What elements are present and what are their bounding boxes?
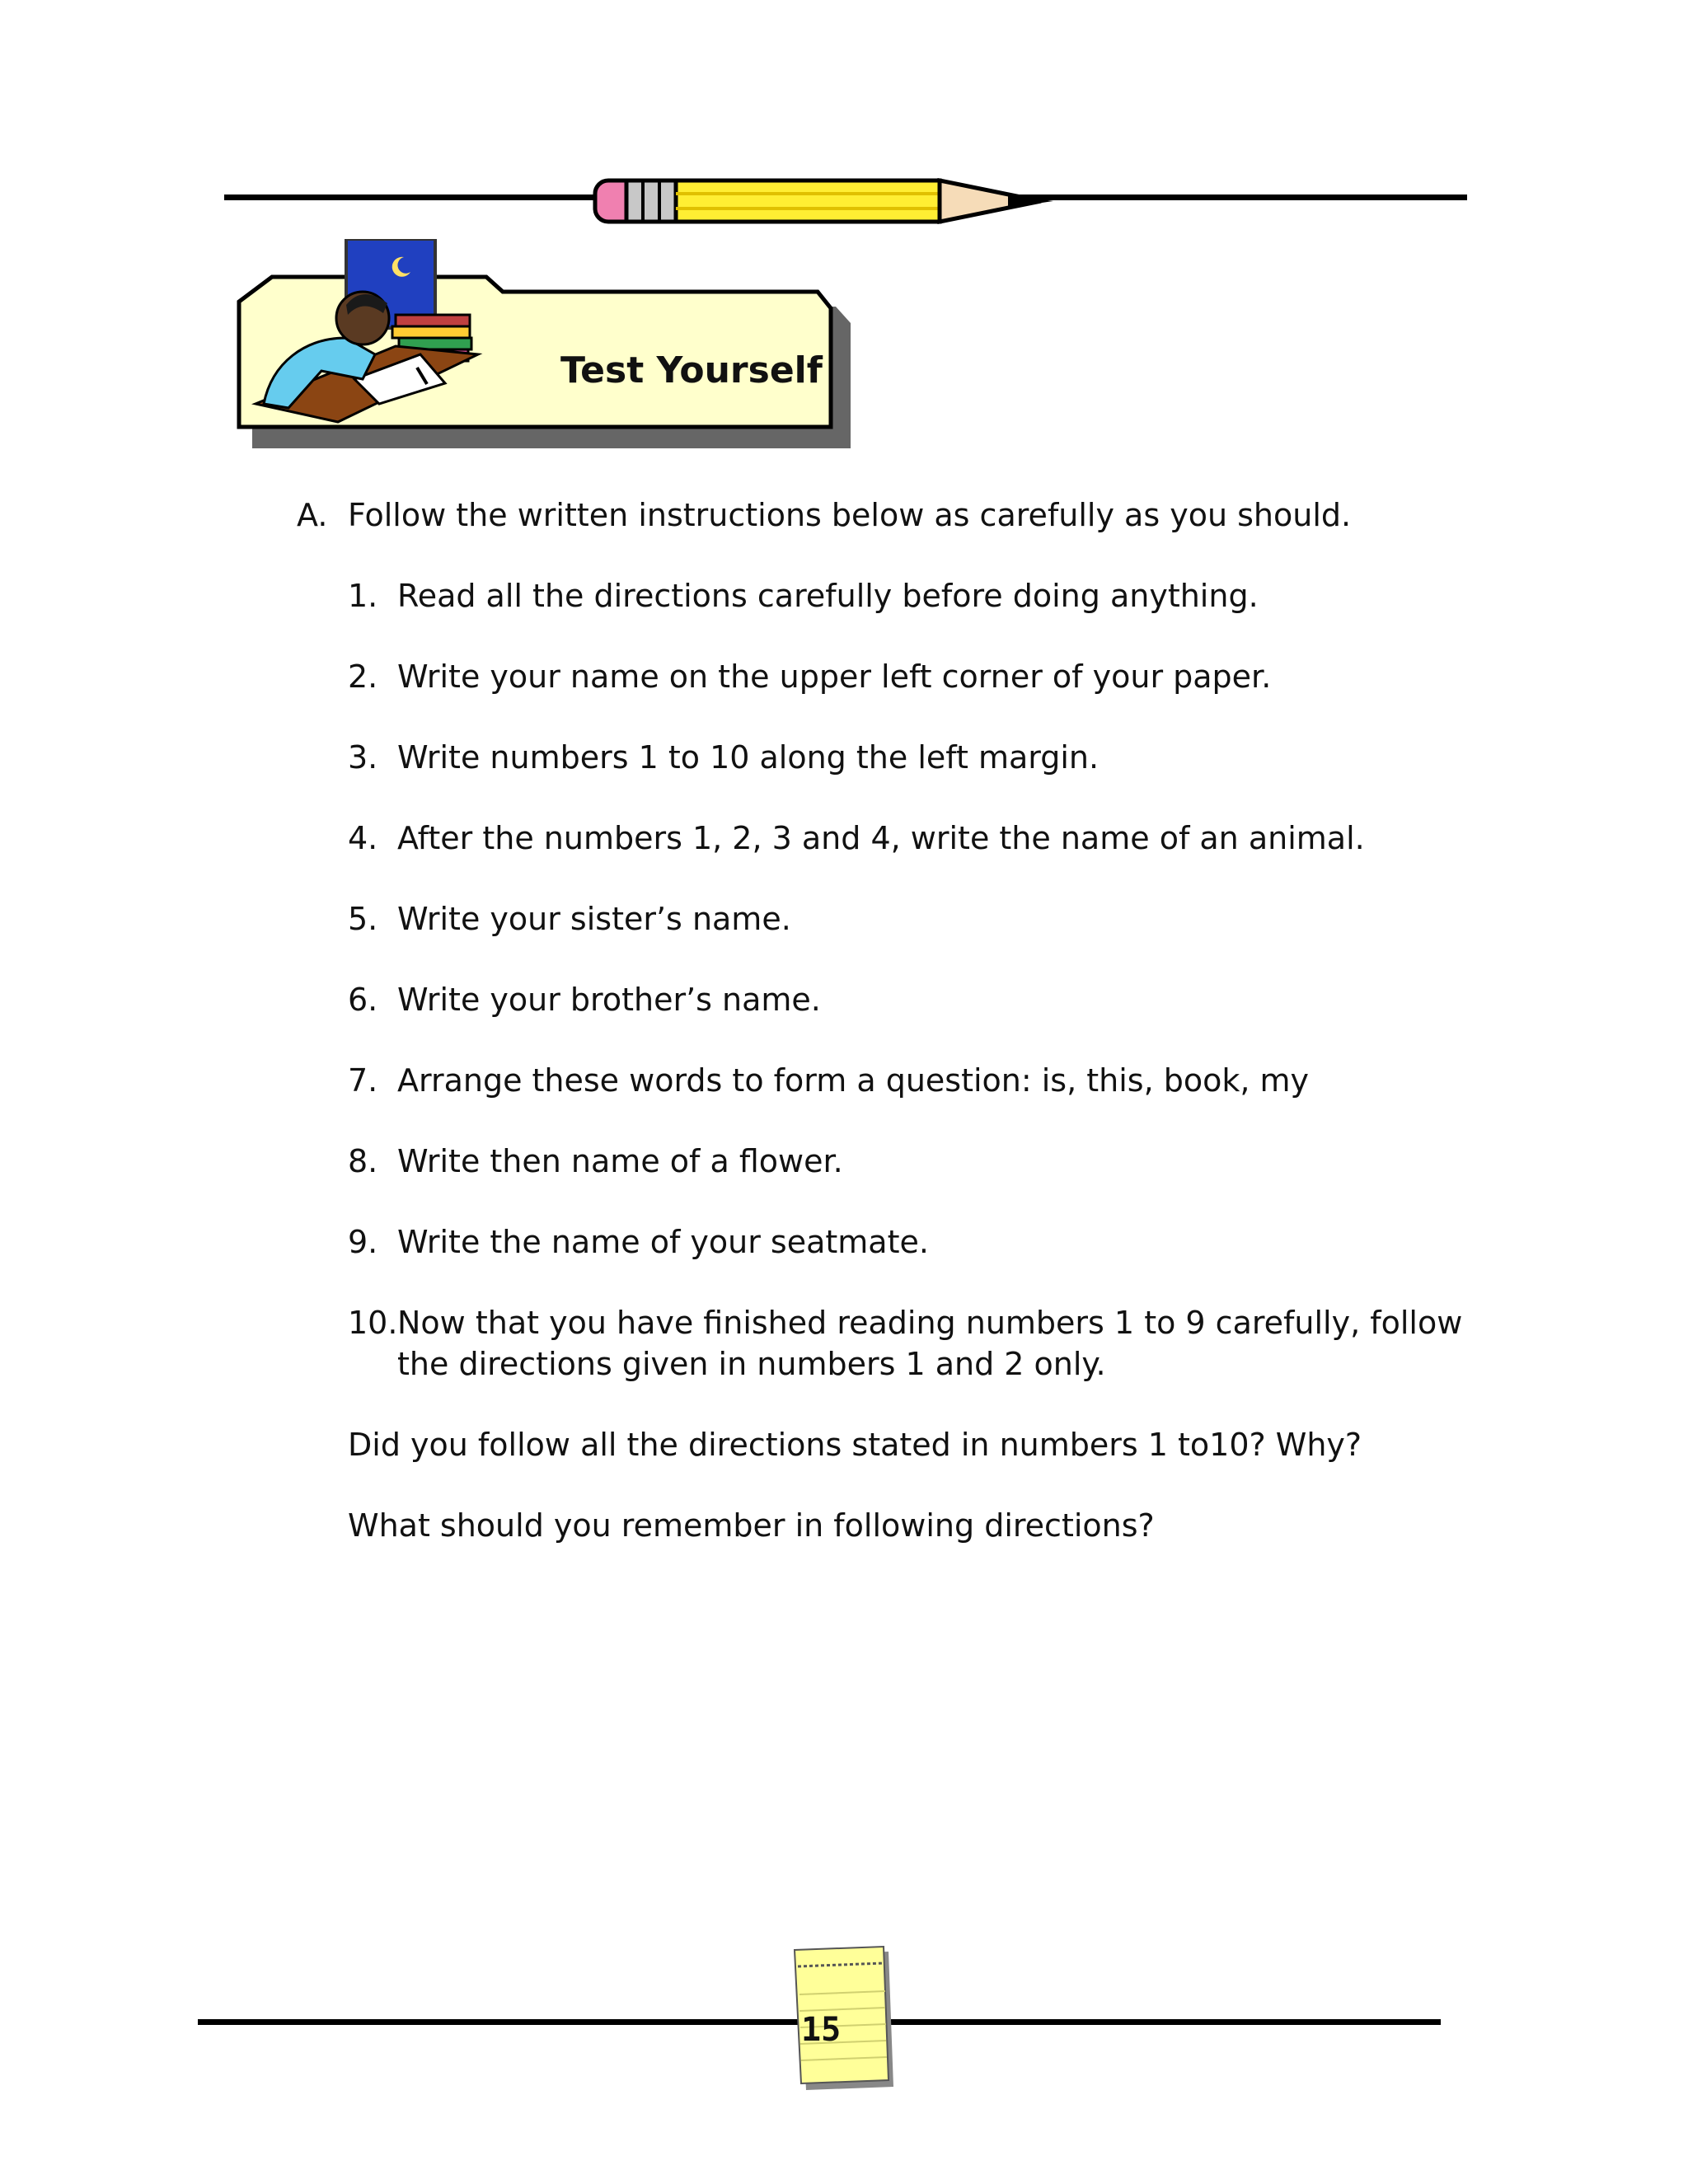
step-text: Write then name of a flower. — [397, 1143, 843, 1179]
step-number: 2. — [348, 658, 378, 695]
reflection-question: What should you remember in following directions? — [348, 1507, 1155, 1544]
test-yourself-banner — [231, 239, 857, 453]
list-item — [348, 979, 1500, 1020]
step-text: After the numbers 1, 2, 3 and 4, write the name of an animal. — [397, 820, 1365, 856]
step-text: Write numbers 1 to 10 along the left margin. — [397, 739, 1100, 776]
page-title: Test Yourself — [560, 349, 823, 391]
list-item — [348, 656, 1500, 697]
pencil-icon — [592, 169, 1053, 235]
list-item — [348, 575, 1500, 616]
step-number: 7. — [348, 1062, 378, 1099]
reflection-question: Did you follow all the directions stated in numbers 1 to10? Why? — [348, 1427, 1362, 1463]
step-number: 9. — [348, 1224, 378, 1260]
list-item — [348, 1302, 1500, 1385]
step-text: Write the name of your seatmate. — [397, 1224, 929, 1260]
step-text: Write your sister’s name. — [397, 901, 791, 937]
instruction-heading — [297, 494, 1500, 536]
step-number: 3. — [348, 739, 378, 776]
step-number: 4. — [348, 820, 378, 856]
list-item — [348, 737, 1500, 778]
step-number: 10. — [348, 1305, 398, 1341]
step-text: Write your name on the upper left corner of your paper. — [397, 658, 1272, 695]
step-text: Read all the directions carefully before doing anything. — [397, 578, 1259, 614]
page-number: 15 — [801, 2011, 842, 2049]
exercise-content — [297, 494, 1500, 1586]
section-letter: A. — [297, 497, 328, 533]
step-text: Write your brother’s name. — [397, 982, 821, 1018]
list-item — [348, 898, 1500, 940]
step-text: Now that you have finished reading numbers 1 to 9 carefully, follow the directions given in numbers 1 and 2 only. — [397, 1305, 1463, 1382]
instruction-text: Follow the written instructions below as carefully as you should. — [348, 497, 1352, 533]
list-item — [348, 818, 1500, 859]
list-item — [348, 1221, 1500, 1263]
step-number: 5. — [348, 901, 378, 937]
step-number: 6. — [348, 982, 378, 1018]
steps-list — [297, 575, 1500, 1385]
list-item — [348, 1060, 1500, 1101]
step-number: 8. — [348, 1143, 378, 1179]
step-number: 1. — [348, 578, 378, 614]
step-text: Arrange these words to form a question: is, this, book, my — [397, 1062, 1310, 1099]
list-item — [348, 1141, 1500, 1182]
